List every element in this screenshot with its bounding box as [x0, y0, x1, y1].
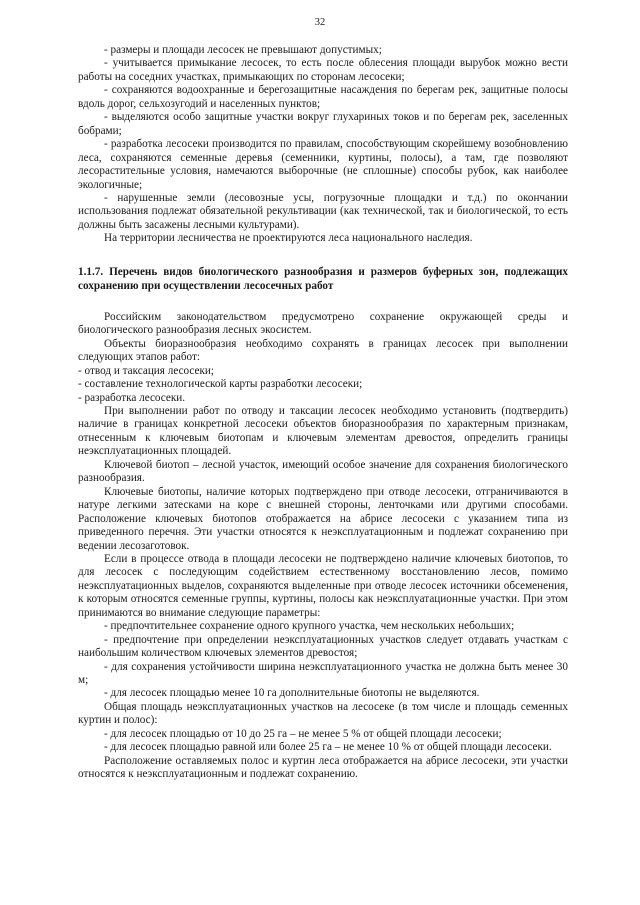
- list-item: - составление технологической карты разработки лесосеки;: [78, 378, 363, 391]
- page-number: 32: [314, 17, 326, 28]
- list-item: - отвод и таксация лесосеки;: [78, 364, 215, 377]
- section-heading: 1.1.7. Перечень видов биологического разнообразия и размеров буферных зон, подлежащих сохранению при осуществлении лесосечных работ: [78, 265, 568, 292]
- list-item: - размеры и площади лесосек не превышают допустимых;: [104, 44, 382, 56]
- document-body: [78, 44, 568, 782]
- paragraph-biotopes: Ключевые биотопы, наличие которых подтверждено при отводе лесосеки, отграничиваются в натуре легкими затесками на коре с внешней стороны, ленточками или другими способами. Расположение ключевых биотопов отображается на абрисе лесосеки с указанием типа из приведенного перечня. Эти участки относятся к неэксплуатационным и подлежат сохранению при ведении лесозаготовок.: [78, 485, 568, 552]
- list-item: - сохраняются водоохранные и берегозащитные насаждения по берегам рек, защитные полосы вдоль дорог, сельхозугодий и населенных пунктов;: [78, 84, 568, 110]
- paragraph-law: Российским законодательством предусмотрено сохранение окружающей среды и биологического разнообразия лесных экосистем.: [78, 310, 568, 337]
- paragraph-objects: Объекты биоразнообразия необходимо сохранять в границах лесосек при выполнении следующих этапов работ:: [78, 337, 568, 364]
- list-item: - выделяются особо защитные участки вокруг глухариных токов и по берегам рек, заселенных бобрами;: [78, 111, 568, 137]
- list-item: - для лесосек площадью менее 10 га дополнительные биотопы не выделяются.: [104, 687, 480, 700]
- list-item: - предпочтительнее сохранение одного крупного участка, чем нескольких небольших;: [104, 620, 515, 633]
- list-item: - для лесосек площадью равной или более 25 га – не менее 10 % от общей площади лесосеки.: [104, 741, 552, 754]
- list-item: - разработка лесосеки производится по правилам, способствующим скорейшему возобновлению леса, сохраняются семенные деревья (семенники, куртины, полосы), а там, где позволяют лесорастительные условия, намечаются выборочные (не сплошные) способы рубок, как наиболее экологичные;: [78, 138, 568, 191]
- paragraph-total-area: Общая площадь неэксплуатационных участков на лесосеке (в том числе и площадь семенных куртин и полос):: [78, 700, 568, 727]
- paragraph-not-confirmed: Если в процессе отвода в площади лесосеки не подтверждено наличие ключевых биотопов, то для лесосек с последующим содействием естественному восстановлению лесов, помимо неэксплуатационных выделов, сохраняются выделенные при отводе лесосек источники обсеменения, к которым относятся семенные группы, куртины, полосы как неэксплуатационные участки. При этом принимаются во внимание следующие параметры:: [78, 552, 568, 619]
- paragraph-allotment: При выполнении работ по отводу и таксации лесосек необходимо установить (подтвердить) наличие в границах конкретной лесосеки объектов биоразнообразия по характерным признакам, отнесенным к ключевым биотопам и ключевым элементам древостоя, определить границы неэксплуатационных площадей.: [78, 404, 568, 458]
- paragraph-biotope-definition: Ключевой биотоп – лесной участок, имеющий особое значение для сохранения биологического разнообразия.: [78, 458, 568, 485]
- list-item: - предпочтение при определении неэксплуатационных участков следует отдавать участкам с наибольшим количеством ключевых элементов древостоя;: [78, 633, 568, 660]
- list-item: - для сохранения устойчивости ширина неэксплуатационного участка не должна быть менее 30 м;: [78, 660, 568, 687]
- list-item: - учитывается примыкание лесосек, то есть после облесения площади вырубок можно вести работы на соседних участках, примыкающих по сторонам лесосеки;: [78, 57, 568, 83]
- heritage-note: На территории лесничества не проектируются леса национального наследия.: [104, 232, 473, 245]
- list-item: - разработка лесосеки.: [78, 391, 186, 404]
- list-item: - для лесосек площадью от 10 до 25 га – не менее 5 % от общей площади лесосеки;: [104, 727, 502, 740]
- paragraph-final: Расположение оставляемых полос и куртин леса отображается на абрисе лесосеки, эти участки относятся к неэксплуатационным и подлежат сохранению.: [78, 754, 568, 781]
- list-item: - нарушенные земли (лесовозные усы, погрузочные площадки и т.д.) по окончании использования подлежат обязательной рекультивации (как технической, так и биологической, то есть должны быть засажены лесными культурами).: [78, 191, 568, 231]
